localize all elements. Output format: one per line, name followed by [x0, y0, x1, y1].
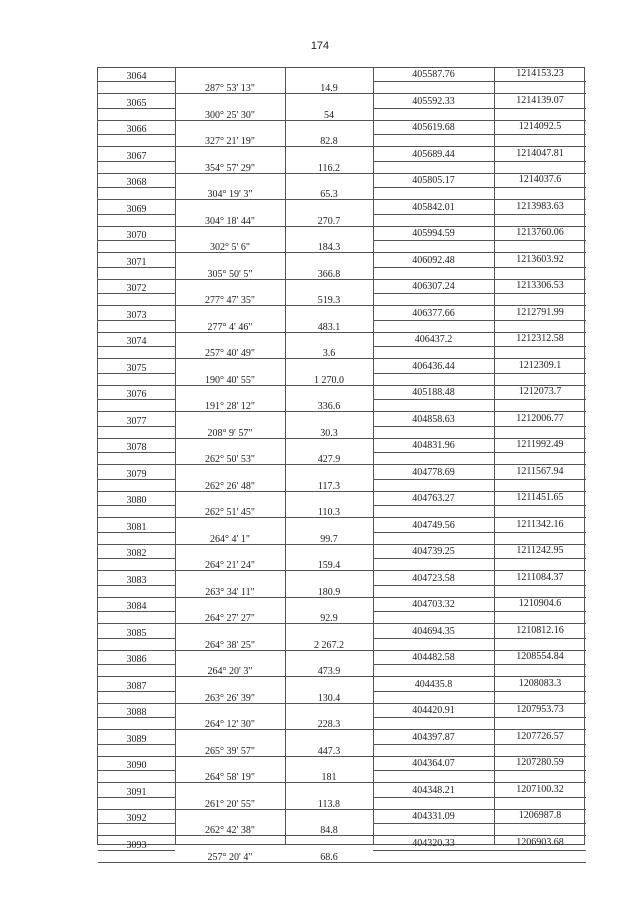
- row-divider: [98, 691, 175, 692]
- direction-angle: 265° 39' 57": [205, 745, 255, 757]
- row-divider: [373, 320, 586, 321]
- row-divider: [98, 862, 586, 863]
- coordinate-y: 1213306.53: [516, 280, 564, 291]
- coordinate-y: 1211342.16: [516, 518, 564, 530]
- row-divider: [98, 770, 175, 771]
- row-divider: [373, 479, 586, 480]
- coordinate-x: 404831.96: [412, 440, 455, 451]
- coordinate-x: 404739.25: [412, 546, 455, 557]
- row-divider: [98, 108, 175, 109]
- direction-angle: 287° 53' 13": [205, 83, 255, 94]
- segment-length: 483.1: [317, 321, 341, 333]
- coordinate-x: 404778.69: [412, 466, 455, 478]
- row-divider: [98, 293, 175, 294]
- coordinates-table: [97, 67, 585, 863]
- coordinate-x: 404397.87: [412, 731, 455, 743]
- coordinate-x: 406092.48: [412, 254, 455, 266]
- point-number: 3083: [126, 574, 147, 586]
- direction-angle: 264° 38' 25": [205, 639, 255, 651]
- coordinate-y: 1211242.95: [516, 545, 564, 556]
- coordinate-y: 1214092.5: [518, 121, 562, 132]
- coordinate-x: 404348.21: [412, 784, 455, 796]
- row-divider: [373, 664, 586, 665]
- direction-angle: 264° 21' 24": [205, 560, 255, 571]
- row-divider: [373, 452, 586, 453]
- point-number: 3072: [126, 283, 147, 294]
- coordinate-y: 1206903.68: [516, 836, 564, 848]
- row-divider: [373, 108, 586, 109]
- segment-length: 84.8: [320, 825, 338, 836]
- row-divider: [98, 611, 175, 612]
- direction-angle: 264° 20' 3": [207, 666, 253, 677]
- segment-length: 116.2: [317, 162, 341, 174]
- coordinate-x: 404858.63: [412, 413, 455, 425]
- coordinate-x: 404420.91: [412, 705, 455, 716]
- row-divider: [373, 532, 586, 533]
- coordinate-x: 405689.44: [412, 148, 455, 160]
- coordinate-x: 404364.07: [412, 758, 455, 769]
- row-divider: [98, 240, 175, 241]
- coordinate-x: 404763.27: [412, 493, 455, 504]
- segment-length: 3.6: [322, 348, 336, 359]
- segment-length: 1 270.0: [314, 374, 344, 386]
- row-divider: [373, 505, 586, 506]
- row-divider: [98, 850, 175, 851]
- point-number: 3065: [126, 97, 147, 109]
- segment-length: 82.8: [320, 136, 338, 147]
- row-divider: [98, 399, 175, 400]
- direction-angle: 263° 26' 39": [205, 692, 255, 704]
- coordinate-y: 1213983.63: [516, 200, 564, 212]
- row-divider: [98, 214, 175, 215]
- point-number: 3082: [126, 548, 147, 559]
- direction-angle: 208° 9' 57": [207, 427, 253, 439]
- segment-length: 159.4: [317, 560, 341, 571]
- row-divider: [98, 161, 175, 162]
- coordinate-x: 405188.48: [412, 387, 455, 398]
- coordinate-y: 1208554.84: [516, 651, 564, 662]
- point-number: 3064: [126, 71, 147, 82]
- segment-length: 110.3: [317, 507, 341, 518]
- coordinate-y: 1212006.77: [516, 412, 564, 424]
- coordinate-y: 1212791.99: [516, 306, 564, 318]
- row-divider: [373, 293, 586, 294]
- coordinate-y: 1212309.1: [518, 359, 562, 371]
- coordinate-x: 406307.24: [412, 281, 455, 292]
- segment-length: 117.3: [317, 480, 341, 492]
- coordinate-y: 1211567.94: [516, 465, 564, 477]
- direction-angle: 300° 25' 30": [205, 109, 255, 121]
- coordinate-x: 404749.56: [412, 519, 455, 531]
- direction-angle: 191° 28' 12": [205, 401, 255, 412]
- segment-length: 30.3: [320, 427, 338, 439]
- point-number: 3076: [126, 389, 147, 400]
- row-divider: [373, 558, 586, 559]
- row-divider: [98, 373, 175, 374]
- row-divider: [98, 638, 175, 639]
- point-number: 3081: [126, 521, 147, 533]
- coordinate-y: 1207953.73: [516, 704, 564, 715]
- coordinate-y: 1214139.07: [516, 94, 564, 106]
- segment-length: 2 267.2: [314, 639, 344, 651]
- row-divider: [98, 267, 175, 268]
- point-number: 3066: [126, 124, 147, 135]
- row-divider: [98, 558, 175, 559]
- segment-length: 473.9: [317, 666, 341, 677]
- direction-angle: 257° 40' 49": [205, 348, 255, 359]
- row-divider: [98, 664, 175, 665]
- coordinate-y: 1206987.8: [518, 810, 562, 821]
- segment-length: 366.8: [317, 268, 341, 280]
- row-divider: [373, 717, 586, 718]
- row-divider: [373, 399, 586, 400]
- point-number: 3087: [126, 680, 147, 692]
- segment-length: 14.9: [320, 83, 338, 94]
- coordinate-y: 1211084.37: [516, 571, 564, 583]
- point-number: 3089: [126, 733, 147, 745]
- coordinate-y: 1207100.32: [516, 783, 564, 795]
- coordinate-y: 1214037.6: [518, 174, 562, 185]
- point-number: 3079: [126, 468, 147, 480]
- coordinate-y: 1210904.6: [518, 598, 562, 609]
- direction-angle: 262° 26' 48": [205, 480, 255, 492]
- direction-angle: 263° 34' 11": [205, 586, 255, 598]
- row-divider: [373, 823, 586, 824]
- row-divider: [373, 770, 586, 771]
- coordinate-x: 406377.66: [412, 307, 455, 319]
- point-number: 3091: [126, 786, 147, 798]
- coordinate-y: 1213760.06: [516, 227, 564, 238]
- segment-length: 228.3: [317, 719, 341, 730]
- point-number: 3074: [126, 336, 147, 347]
- row-divider: [373, 611, 586, 612]
- coordinate-y: 1214153.23: [516, 68, 564, 79]
- row-divider: [98, 505, 175, 506]
- coordinate-y: 1214047.81: [516, 147, 564, 159]
- coordinate-x: 405842.01: [412, 201, 455, 213]
- segment-length: 99.7: [320, 533, 338, 545]
- segment-length: 181: [321, 772, 337, 783]
- row-divider: [373, 585, 586, 586]
- row-divider: [373, 267, 586, 268]
- direction-angle: 304° 19' 3": [207, 189, 253, 200]
- row-divider: [98, 823, 175, 824]
- point-number: 3088: [126, 707, 147, 718]
- row-divider: [98, 744, 175, 745]
- coordinate-y: 1211992.49: [516, 439, 564, 450]
- point-number: 3084: [126, 601, 147, 612]
- row-divider: [98, 320, 175, 321]
- coordinate-x: 405994.59: [412, 228, 455, 239]
- row-divider: [98, 585, 175, 586]
- row-divider: [373, 638, 586, 639]
- segment-length: 130.4: [317, 692, 341, 704]
- segment-length: 336.6: [317, 401, 341, 412]
- segment-length: 519.3: [317, 295, 341, 306]
- row-divider: [373, 373, 586, 374]
- coordinate-x: 405619.68: [412, 122, 455, 133]
- point-number: 3071: [126, 256, 147, 268]
- coordinate-x: 404723.58: [412, 572, 455, 584]
- direction-angle: 277° 47' 35": [205, 295, 255, 306]
- point-number: 3075: [126, 362, 147, 374]
- direction-angle: 262° 50' 53": [205, 454, 255, 465]
- direction-angle: 262° 51' 45": [205, 507, 255, 518]
- coordinate-y: 1212312.58: [516, 333, 564, 344]
- segment-length: 92.9: [320, 613, 338, 624]
- row-divider: [373, 134, 586, 135]
- segment-length: 68.6: [320, 851, 338, 863]
- direction-angle: 261° 20' 55": [205, 798, 255, 810]
- direction-angle: 264° 12' 30": [205, 719, 255, 730]
- row-divider: [98, 717, 175, 718]
- direction-angle: 304° 18' 44": [205, 215, 255, 227]
- coordinate-y: 1212073.7: [518, 386, 562, 397]
- coordinate-x: 404703.32: [412, 599, 455, 610]
- row-divider: [373, 850, 586, 851]
- segment-length: 427.9: [317, 454, 341, 465]
- direction-angle: 190° 40' 55": [205, 374, 255, 386]
- point-number: 3090: [126, 760, 147, 771]
- point-number: 3077: [126, 415, 147, 427]
- row-divider: [373, 744, 586, 745]
- coordinate-x: 405592.33: [412, 95, 455, 107]
- row-divider: [373, 161, 586, 162]
- direction-angle: 327° 21' 19": [205, 136, 255, 147]
- direction-angle: 264° 27' 27": [205, 613, 255, 624]
- coordinate-x: 404331.09: [412, 811, 455, 822]
- coordinate-x: 404694.35: [412, 625, 455, 637]
- row-divider: [373, 426, 586, 427]
- direction-angle: 305° 50' 5": [207, 268, 253, 280]
- point-number: 3092: [126, 813, 147, 824]
- segment-length: 113.8: [317, 798, 341, 810]
- row-divider: [373, 691, 586, 692]
- row-divider: [373, 214, 586, 215]
- segment-length: 270.7: [317, 215, 341, 227]
- direction-angle: 264° 58' 19": [205, 772, 255, 783]
- row-divider: [373, 187, 586, 188]
- direction-angle: 257° 20' 4": [207, 851, 253, 863]
- coordinate-y: 1207726.57: [516, 730, 564, 742]
- coordinate-x: 404482.58: [412, 652, 455, 663]
- direction-angle: 262° 42' 38": [205, 825, 255, 836]
- coordinate-y: 1208083.3: [518, 677, 562, 689]
- direction-angle: 277° 4' 46": [207, 321, 253, 333]
- coordinate-x: 406436.44: [412, 360, 455, 372]
- row-divider: [373, 797, 586, 798]
- segment-length: 184.3: [317, 242, 341, 253]
- row-divider: [98, 479, 175, 480]
- point-number: 3078: [126, 442, 147, 453]
- point-number: 3068: [126, 177, 147, 188]
- row-divider: [98, 81, 175, 82]
- coordinate-x: 404320.33: [412, 837, 455, 849]
- point-number: 3073: [126, 309, 147, 321]
- direction-angle: 302° 5' 6": [210, 242, 250, 253]
- row-divider: [98, 187, 175, 188]
- row-divider: [373, 346, 586, 347]
- segment-length: 54: [324, 109, 334, 121]
- direction-angle: 264° 4' 1": [210, 533, 250, 545]
- coordinate-y: 1207280.59: [516, 757, 564, 768]
- row-divider: [98, 346, 175, 347]
- row-divider: [98, 797, 175, 798]
- row-divider: [98, 532, 175, 533]
- row-divider: [98, 452, 175, 453]
- point-number: 3086: [126, 654, 147, 665]
- coordinate-x: 404435.8: [414, 678, 453, 690]
- page-number: 174: [310, 40, 330, 52]
- row-divider: [373, 240, 586, 241]
- coordinate-x: 406437.2: [414, 334, 453, 345]
- point-number: 3093: [126, 839, 147, 851]
- direction-angle: 354° 57' 29": [205, 162, 255, 174]
- row-divider: [98, 426, 175, 427]
- coordinate-y: 1211451.65: [516, 492, 564, 503]
- point-number: 3067: [126, 150, 147, 162]
- point-number: 3080: [126, 495, 147, 506]
- point-number: 3070: [126, 230, 147, 241]
- segment-length: 180.9: [317, 586, 341, 598]
- segment-length: 65.3: [320, 189, 338, 200]
- row-divider: [373, 81, 586, 82]
- segment-length: 447.3: [317, 745, 341, 757]
- coordinate-x: 405587.76: [412, 69, 455, 80]
- row-divider: [98, 134, 175, 135]
- point-number: 3085: [126, 627, 147, 639]
- coordinate-y: 1213603.92: [516, 253, 564, 265]
- coordinate-x: 405805.17: [412, 175, 455, 186]
- point-number: 3069: [126, 203, 147, 215]
- coordinate-y: 1210812.16: [516, 624, 564, 636]
